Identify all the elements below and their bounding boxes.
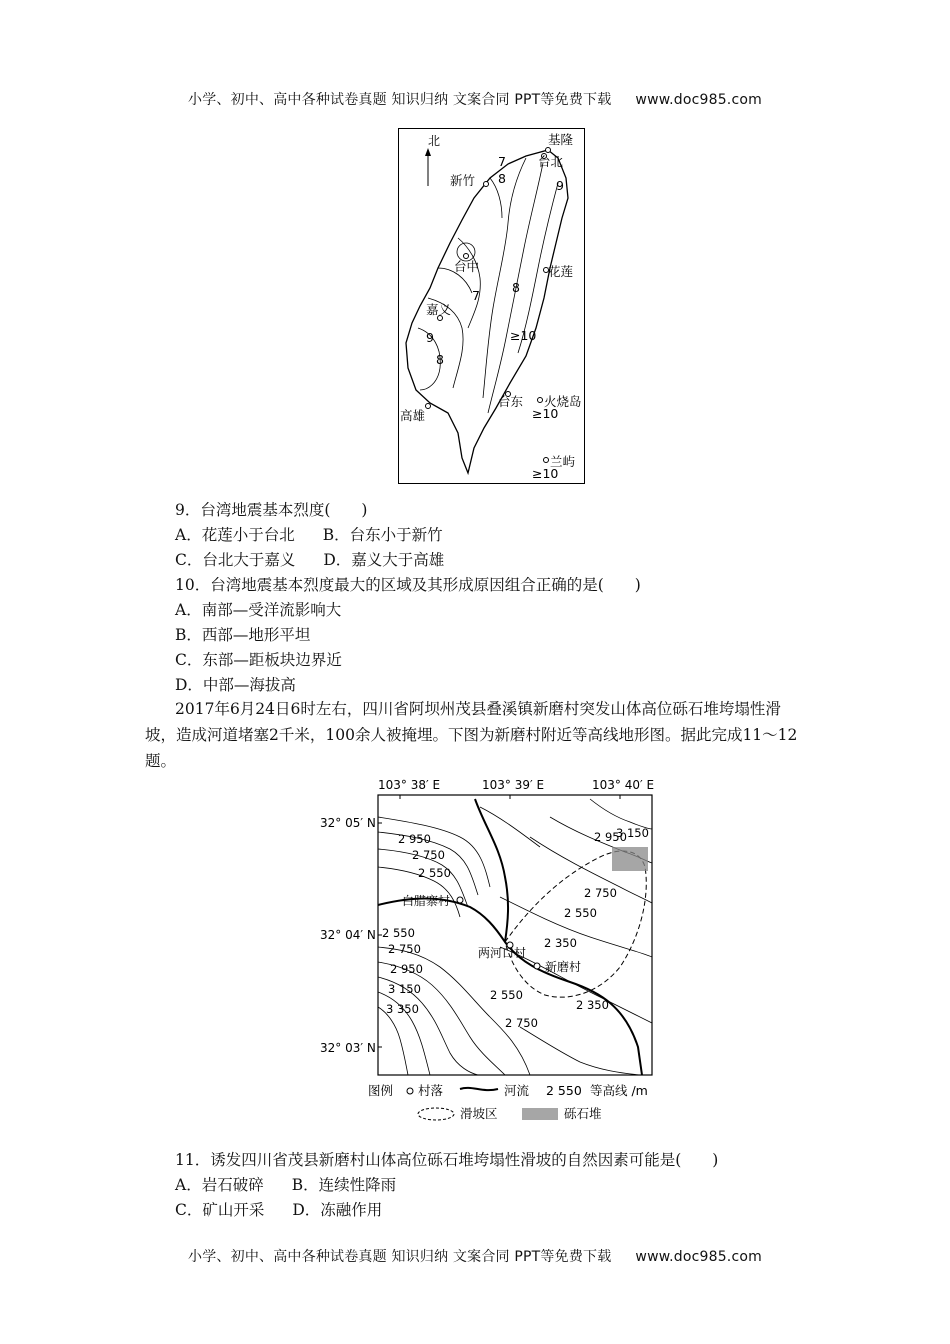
village-xinmo: 新磨村 <box>545 960 582 974</box>
legend-contour-num: 2 550 <box>546 1083 582 1098</box>
contour-label: 3 150 <box>616 826 649 840</box>
village-lianghekou: 两河口村 <box>478 946 527 960</box>
contour-label: 2 750 <box>388 942 421 956</box>
contour-label: 2 350 <box>576 998 609 1012</box>
q9-d: D．嘉义大于高雄 <box>323 551 445 569</box>
header-url[interactable]: www.doc985.com <box>635 92 762 108</box>
place-xinzhu: 新竹 <box>450 173 476 188</box>
contour-label: 2 350 <box>544 936 577 950</box>
q11-d: D．冻融作用 <box>292 1201 383 1219</box>
place-taibei: 台北 <box>538 154 564 169</box>
contour-label: 3 350 <box>386 1002 419 1016</box>
legend-river: 河流 <box>504 1083 530 1098</box>
q11-a: A．岩石破碎 <box>175 1176 264 1194</box>
q11-stem: 11．诱发四川省茂县新磨村山体高位砾石堆垮塌性滑坡的自然因素可能是( ) <box>175 1151 719 1169</box>
legend-village: 村落 <box>418 1083 444 1098</box>
q9-c: C．台北大于嘉义 <box>175 551 296 569</box>
lat-1: 32° 05′ N <box>320 816 376 830</box>
label-8c: 8 <box>436 352 444 367</box>
label-g10b: ≥10 <box>532 406 559 421</box>
intro-paragraph: 2017年6月24日6时左右，四川省阿坝州茂县叠溪镇新磨村突发山体高位砾石堆垮塌性滑坡，造成河道堵塞2千米，100余人被掩埋。下图为新磨村附近等高线地形图。据此完成11～12题。 <box>145 700 798 770</box>
q9-options-ab <box>175 523 443 545</box>
label-9a: 9 <box>556 178 564 193</box>
page-footer <box>0 1246 950 1266</box>
label-g10c: ≥10 <box>532 466 559 481</box>
map-legend <box>368 1083 648 1121</box>
place-hualian: 花莲 <box>548 264 574 279</box>
label-8a: 8 <box>498 171 506 186</box>
gravel-pile <box>612 847 648 871</box>
taiwan-intensity-map <box>398 128 585 484</box>
contour-label: 3 150 <box>388 982 421 996</box>
q9-options-cd <box>175 548 444 570</box>
place-jilong: 基隆 <box>548 132 574 147</box>
q11-c: C．矿山开采 <box>175 1201 265 1219</box>
q11-options-cd <box>175 1198 382 1220</box>
place-taizhong: 台中 <box>454 259 480 274</box>
q10-d: D．中部—海拔高 <box>175 676 296 694</box>
q10-a: A．南部—受洋流影响大 <box>175 601 342 619</box>
legend-contour: 等高线 /m <box>590 1083 648 1098</box>
place-huoshao: 火烧岛 <box>544 394 582 409</box>
contour-label: 2 750 <box>412 848 445 862</box>
contour-label: 2 550 <box>418 866 451 880</box>
contour-label: 2 950 <box>390 962 423 976</box>
place-lanyu: 兰屿 <box>550 454 576 469</box>
contour-map <box>300 777 660 1122</box>
place-jiayi: 嘉义 <box>426 302 452 317</box>
contour-label: 2 550 <box>564 906 597 920</box>
north-label: 北 <box>428 134 441 148</box>
legend-gravel: 砾石堆 <box>564 1106 602 1121</box>
village-bailazhai: 白腊寨村 <box>402 894 451 908</box>
q9-a: A．花莲小于台北 <box>175 526 295 544</box>
contour-label: 2 950 <box>594 830 627 844</box>
contour-label: 2 550 <box>382 926 415 940</box>
legend-title: 图例 <box>368 1083 394 1098</box>
q11-b: B．连续性降雨 <box>291 1176 397 1194</box>
q10-stem: 10．台湾地震基本烈度最大的区域及其形成原因组合正确的是( ) <box>175 576 641 594</box>
label-7a: 7 <box>498 154 506 169</box>
intensity-contours <box>418 158 558 413</box>
label-7b: 7 <box>472 288 480 303</box>
legend-slide: 滑坡区 <box>460 1106 498 1121</box>
page-header <box>0 89 950 109</box>
footer-url[interactable]: www.doc985.com <box>635 1249 762 1265</box>
slide-zone <box>505 851 646 997</box>
lat-2: 32° 04′ N <box>320 928 376 942</box>
lon-2: 103° 39′ E <box>482 778 545 792</box>
contour-label: 2 750 <box>505 1016 538 1030</box>
contour-label: 2 750 <box>584 886 617 900</box>
label-8b: 8 <box>512 280 520 295</box>
label-9b: 9 <box>426 330 434 345</box>
contour-label: 2 950 <box>398 832 431 846</box>
footer-text: 小学、初中、高中各种试卷真题 知识归纳 文案合同 PPT等免费下载 <box>188 1249 612 1265</box>
place-gaoxiong: 高雄 <box>400 408 426 423</box>
header-text: 小学、初中、高中各种试卷真题 知识归纳 文案合同 PPT等免费下载 <box>188 92 612 108</box>
q9-b: B．台东小于新竹 <box>322 526 443 544</box>
q10-b: B．西部—地形平坦 <box>175 626 311 644</box>
q9-stem: 9．台湾地震基本烈度( ) <box>175 501 368 519</box>
lon-3: 103° 40′ E <box>592 778 655 792</box>
place-taidong: 台东 <box>498 394 524 409</box>
lon-1: 103° 38′ E <box>378 778 441 792</box>
label-g10a: ≥10 <box>510 328 537 343</box>
q11-options-ab <box>175 1173 396 1195</box>
lat-3: 32° 03′ N <box>320 1041 376 1055</box>
q10-c: C．东部—距板块边界近 <box>175 651 342 669</box>
contour-label: 2 550 <box>490 988 523 1002</box>
